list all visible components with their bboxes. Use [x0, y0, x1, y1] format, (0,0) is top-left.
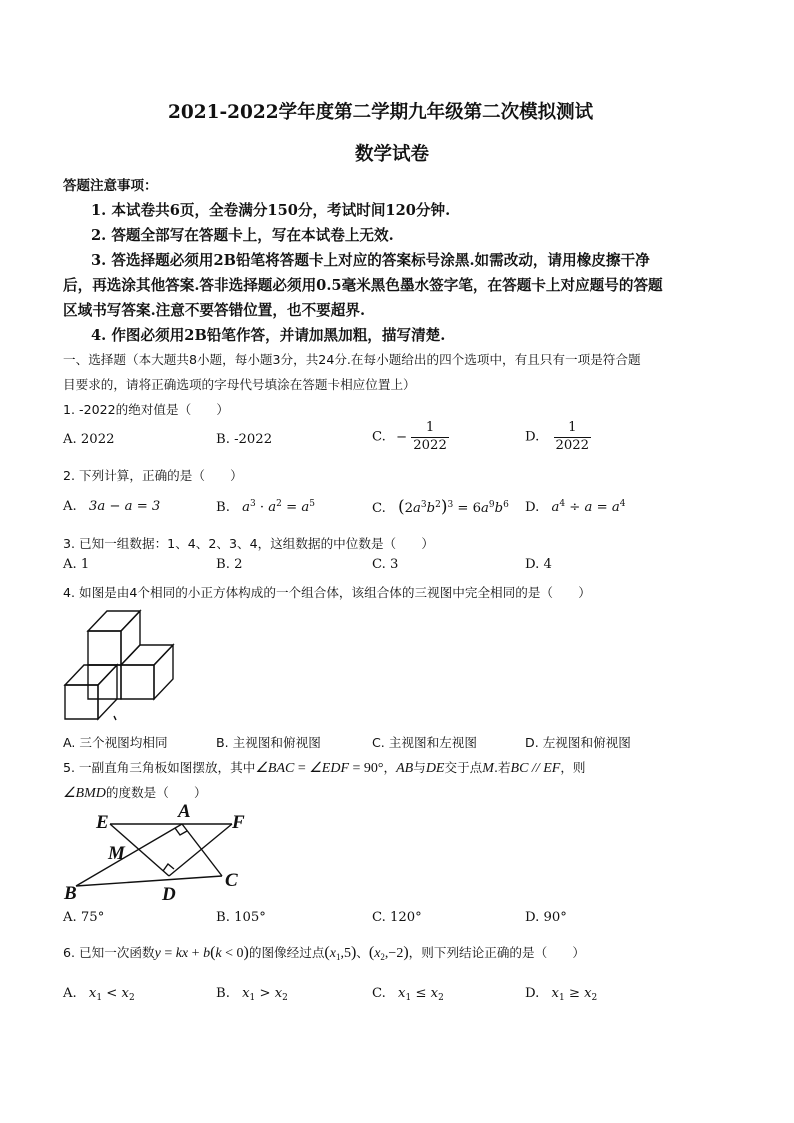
q4-cube-figure — [62, 605, 182, 725]
q6-option-b-label: B. — [216, 986, 230, 1001]
cube-mid-front — [88, 665, 121, 699]
section-heading-line2: 目要求的，请将正确选项的字母代号填涂在答题卡相应位置上） — [63, 377, 416, 392]
q5-option-a: A. 75° — [63, 910, 105, 925]
q1-option-d-fraction — [554, 420, 592, 454]
section-heading-line1: 一、选择题（本大题共8小题，每小题3分，共24分.在每小题给出的四个选项中，有且只有一项是符合题 — [63, 352, 641, 367]
instructions-heading: 答题注意事项： — [63, 178, 158, 194]
q2-option-c-label: C. — [372, 501, 386, 516]
q3-option-d: D. 4 — [525, 557, 552, 572]
label-e: E — [96, 812, 109, 833]
line-ac — [182, 824, 222, 876]
q5-stem-mid: ， — [383, 760, 397, 775]
q6-option-b — [216, 986, 288, 1003]
q1-option-d — [525, 420, 591, 454]
label-m: M — [108, 843, 125, 864]
q6-option-a — [63, 986, 135, 1003]
q1-option-a: A. 2022 — [63, 432, 115, 447]
q2-option-d — [525, 499, 625, 515]
q5-triangle-figure — [62, 801, 262, 905]
q6-option-d-expr: $x_1 \ge x_2$ — [551, 986, 598, 1003]
q6-option-c — [372, 986, 444, 1003]
q1-option-c-denominator: 2022 — [413, 437, 447, 453]
q5-stem-line2-text: 的度数是（ ） — [105, 785, 207, 800]
q5-stem-mid3: 交于点 — [444, 760, 483, 775]
q2-option-a-expr: 3a − a = 3 — [88, 499, 161, 514]
q3-option-c: C. 3 — [372, 557, 399, 572]
q6-stem-mid: 的图像经过点 — [248, 945, 325, 960]
instruction-4: 4. 作图必须用2B铅笔作答，并请加黑加粗，描写清楚. — [91, 327, 446, 344]
cube-top-side — [121, 611, 140, 665]
q1-option-c-numerator: 1 — [411, 420, 449, 438]
q3-option-b: B. 2 — [216, 557, 243, 572]
q5-stem-pre: 5. 一副直角三角板如图摆放，其中 — [63, 760, 256, 775]
q3-stem: 3. 已知一组数据：1、4、2、3、4，这组数据的中位数是（ ） — [63, 536, 434, 551]
q6-option-c-expr: $x_1 \le x_2$ — [398, 986, 444, 1003]
instruction-3-line2: 后，再选涂其他答案.答非选择题必须用0.5毫米黑色墨水签字笔，在答题卡上对应题号的答题 — [63, 277, 663, 294]
instruction-1: 1. 本试卷共6页，全卷满分150分，考试时间120分钟. — [91, 202, 451, 219]
q1-option-d-numerator: 1 — [554, 420, 592, 438]
q6-stem-end: ，则下列结论正确的是（ ） — [408, 945, 585, 960]
q5-stem-mid4: .若 — [493, 760, 511, 775]
line-ba — [76, 824, 182, 886]
q3-option-a: A. 1 — [63, 557, 90, 572]
q1-stem: 1. -2022的绝对值是（ ） — [63, 402, 229, 417]
q2-option-d-expr: $a^4 \div a = a^4$ — [551, 499, 626, 515]
label-d: D — [162, 884, 176, 905]
q6-option-a-label: A. — [63, 986, 77, 1001]
q1-option-c-label: C. — [372, 429, 386, 445]
q2-option-a-label: A. — [63, 499, 77, 514]
cube-right-front — [121, 665, 154, 699]
q2-option-b-label: B. — [216, 500, 230, 515]
q5-stem: 5. 一副直角三角板如图摆放，其中∠BAC = ∠EDF = 90°，AB与DE交于点M.若BC // EF，则 — [63, 760, 586, 776]
q6-option-c-label: C. — [372, 986, 386, 1001]
q5-stem-mid2: 与 — [413, 760, 426, 775]
page-subtitle: 数学试卷 — [355, 144, 430, 165]
q6-option-d — [525, 986, 597, 1003]
q1-option-c-fraction — [411, 420, 449, 454]
q2-stem: 2. 下列计算，正确的是（ ） — [63, 468, 243, 483]
cube-right-top — [121, 645, 173, 665]
cube-right-side — [154, 645, 173, 699]
q1-option-c — [372, 420, 449, 454]
q6-option-a-expr: $x_1 < x_2$ — [88, 986, 135, 1003]
cube-front-top — [65, 665, 117, 685]
q6-option-b-expr: $x_1 > x_2$ — [242, 986, 288, 1003]
q5-option-b: B. 105° — [216, 910, 266, 925]
right-angle-d — [163, 864, 174, 871]
q5-option-c: C. 120° — [372, 910, 422, 925]
q4-stem: 4. 如图是由4个相同的小正方体构成的一个组合体，该组合体的三视图中完全相同的是（ ） — [63, 585, 591, 600]
cube-front-side — [98, 665, 117, 719]
q6-stem-sep: 、 — [356, 945, 369, 960]
q2-option-c — [372, 497, 509, 517]
q4-option-d: D. 左视图和俯视图 — [525, 735, 631, 750]
instruction-3-line1: 3. 答选择题必须用2B铅笔将答题卡上对应的答案标号涂黑.如需改动，请用橡皮擦干净 — [91, 252, 650, 269]
q2-option-b — [216, 499, 315, 515]
q6-stem: 6. 已知一次函数y = kx + b(k < 0)的图像经过点$(x_1,5)$、$(x_2,-2)$，则下列结论正确的是（ ） — [63, 944, 585, 962]
q2-option-c-expr: $(2a^3b^2)^3 = 6a^9b^6$ — [398, 497, 509, 517]
q5-option-d: D. 90° — [525, 910, 567, 925]
line-bc — [76, 876, 222, 886]
label-f: F — [232, 812, 245, 833]
q2-option-a — [63, 499, 160, 514]
q6-stem-pre: 6. 已知一次函数 — [63, 945, 155, 960]
label-c: C — [225, 870, 238, 891]
cube-top-front — [88, 631, 121, 665]
q4-option-b: B. 主视图和俯视图 — [216, 735, 321, 750]
cube-front-front — [65, 685, 98, 719]
instruction-3-line3: 区域书写答案.注意不要答错位置，也不要超界. — [63, 302, 366, 319]
q4-option-c: C. 主视图和左视图 — [372, 735, 477, 750]
q5-stem-end: ，则 — [560, 760, 586, 775]
q1-option-d-denominator: 2022 — [555, 437, 590, 453]
page-title: 2021-2022学年度第二学期九年级第二次模拟测试 — [168, 102, 594, 123]
q1-option-c-sign: − — [396, 429, 408, 445]
cube-top-top — [88, 611, 140, 631]
q5-stem-line2: ∠BMD的度数是（ ） — [63, 785, 207, 801]
q4-option-a: A. 三个视图均相同 — [63, 735, 168, 750]
q2-option-d-label: D. — [525, 500, 540, 515]
instruction-2: 2. 答题全部写在答题卡上，写在本试卷上无效. — [91, 227, 394, 244]
label-b: B — [64, 883, 77, 904]
q1-option-d-label: D. — [525, 429, 540, 445]
label-a: A — [178, 801, 191, 822]
q1-option-b: B. -2022 — [216, 432, 273, 447]
q2-option-b-expr: $a^3 \cdot a^2 = a^5$ — [242, 499, 315, 515]
q6-option-d-label: D. — [525, 986, 540, 1001]
